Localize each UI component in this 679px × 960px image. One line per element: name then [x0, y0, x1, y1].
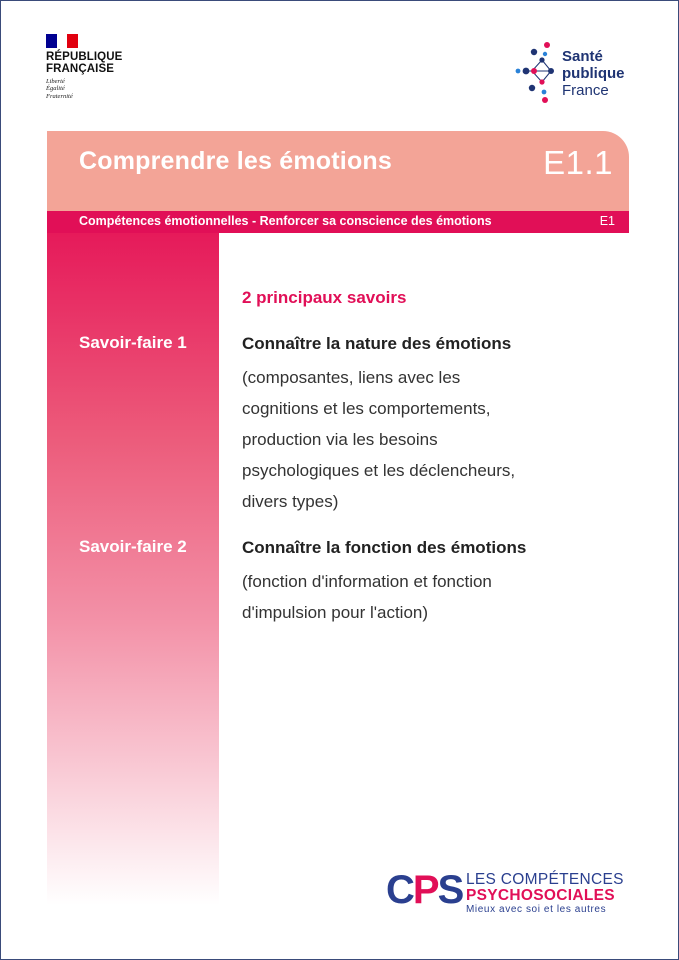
savoir-faire-1-title: Connaître la nature des émotions [242, 334, 512, 353]
cps-mark-p: P [412, 868, 438, 912]
description-line: psychologiques et les déclencheurs, [242, 461, 516, 480]
cps-tagline: Mieux avec soi et les autres [466, 904, 607, 915]
rf-motto-3: Fraternité [46, 92, 73, 100]
cps-wordmark [466, 872, 624, 915]
cps-mark-c: C [386, 868, 413, 912]
sante-publique-france-logo [514, 40, 644, 104]
card-code: E1.1 [543, 144, 613, 181]
savoir-faire-2-block [242, 536, 602, 628]
description-line: cognitions et les comportements, [242, 399, 491, 418]
spf-line-2: publique [562, 65, 625, 82]
cps-line-2: PSYCHOSOCIALES [466, 887, 615, 904]
cps-mark-icon [386, 868, 462, 912]
savoir-faire-2-description [242, 566, 602, 628]
savoir-faire-2-label: Savoir-faire 2 [79, 537, 187, 556]
description-line: d'impulsion pour l'action) [242, 603, 429, 622]
republique-francaise-logo [46, 34, 146, 100]
rf-motto-1: Liberté [46, 78, 65, 85]
description-line: (composantes, liens avec les [242, 368, 461, 387]
savoirs-title: 2 principaux savoirs [242, 288, 407, 307]
card-title: Comprendre les émotions [79, 147, 392, 175]
rf-motto [46, 78, 146, 100]
spf-wordmark [562, 48, 625, 99]
cps-line-1: LES COMPÉTENCES [466, 871, 624, 888]
description-line: (fonction d'information et fonction [242, 572, 492, 591]
description-line: divers types) [242, 492, 339, 511]
spf-line-3: France [562, 82, 609, 99]
savoir-faire-1-block [242, 332, 602, 517]
title-banner [47, 131, 629, 211]
savoir-faire-1-label: Savoir-faire 1 [79, 333, 187, 352]
spf-line-1: Santé [562, 48, 603, 65]
french-flag-icon [46, 34, 78, 48]
description-line: production via les besoins [242, 430, 438, 449]
card-subcode: E1 [599, 214, 615, 228]
subtitle-banner [47, 211, 629, 233]
card-subtitle: Compétences émotionnelles - Renforcer sa conscience des émotions [79, 214, 492, 228]
savoir-faire-1-description [242, 362, 602, 517]
rf-motto-2: Égalité [46, 85, 65, 93]
network-dots-icon [514, 40, 560, 104]
cps-logo [386, 868, 636, 920]
cps-mark-s: S [437, 868, 463, 912]
savoir-faire-2-title: Connaître la fonction des émotions [242, 538, 527, 557]
rf-line-1: RÉPUBLIQUE [46, 51, 123, 63]
rf-line-2: FRANÇAISE [46, 63, 114, 75]
